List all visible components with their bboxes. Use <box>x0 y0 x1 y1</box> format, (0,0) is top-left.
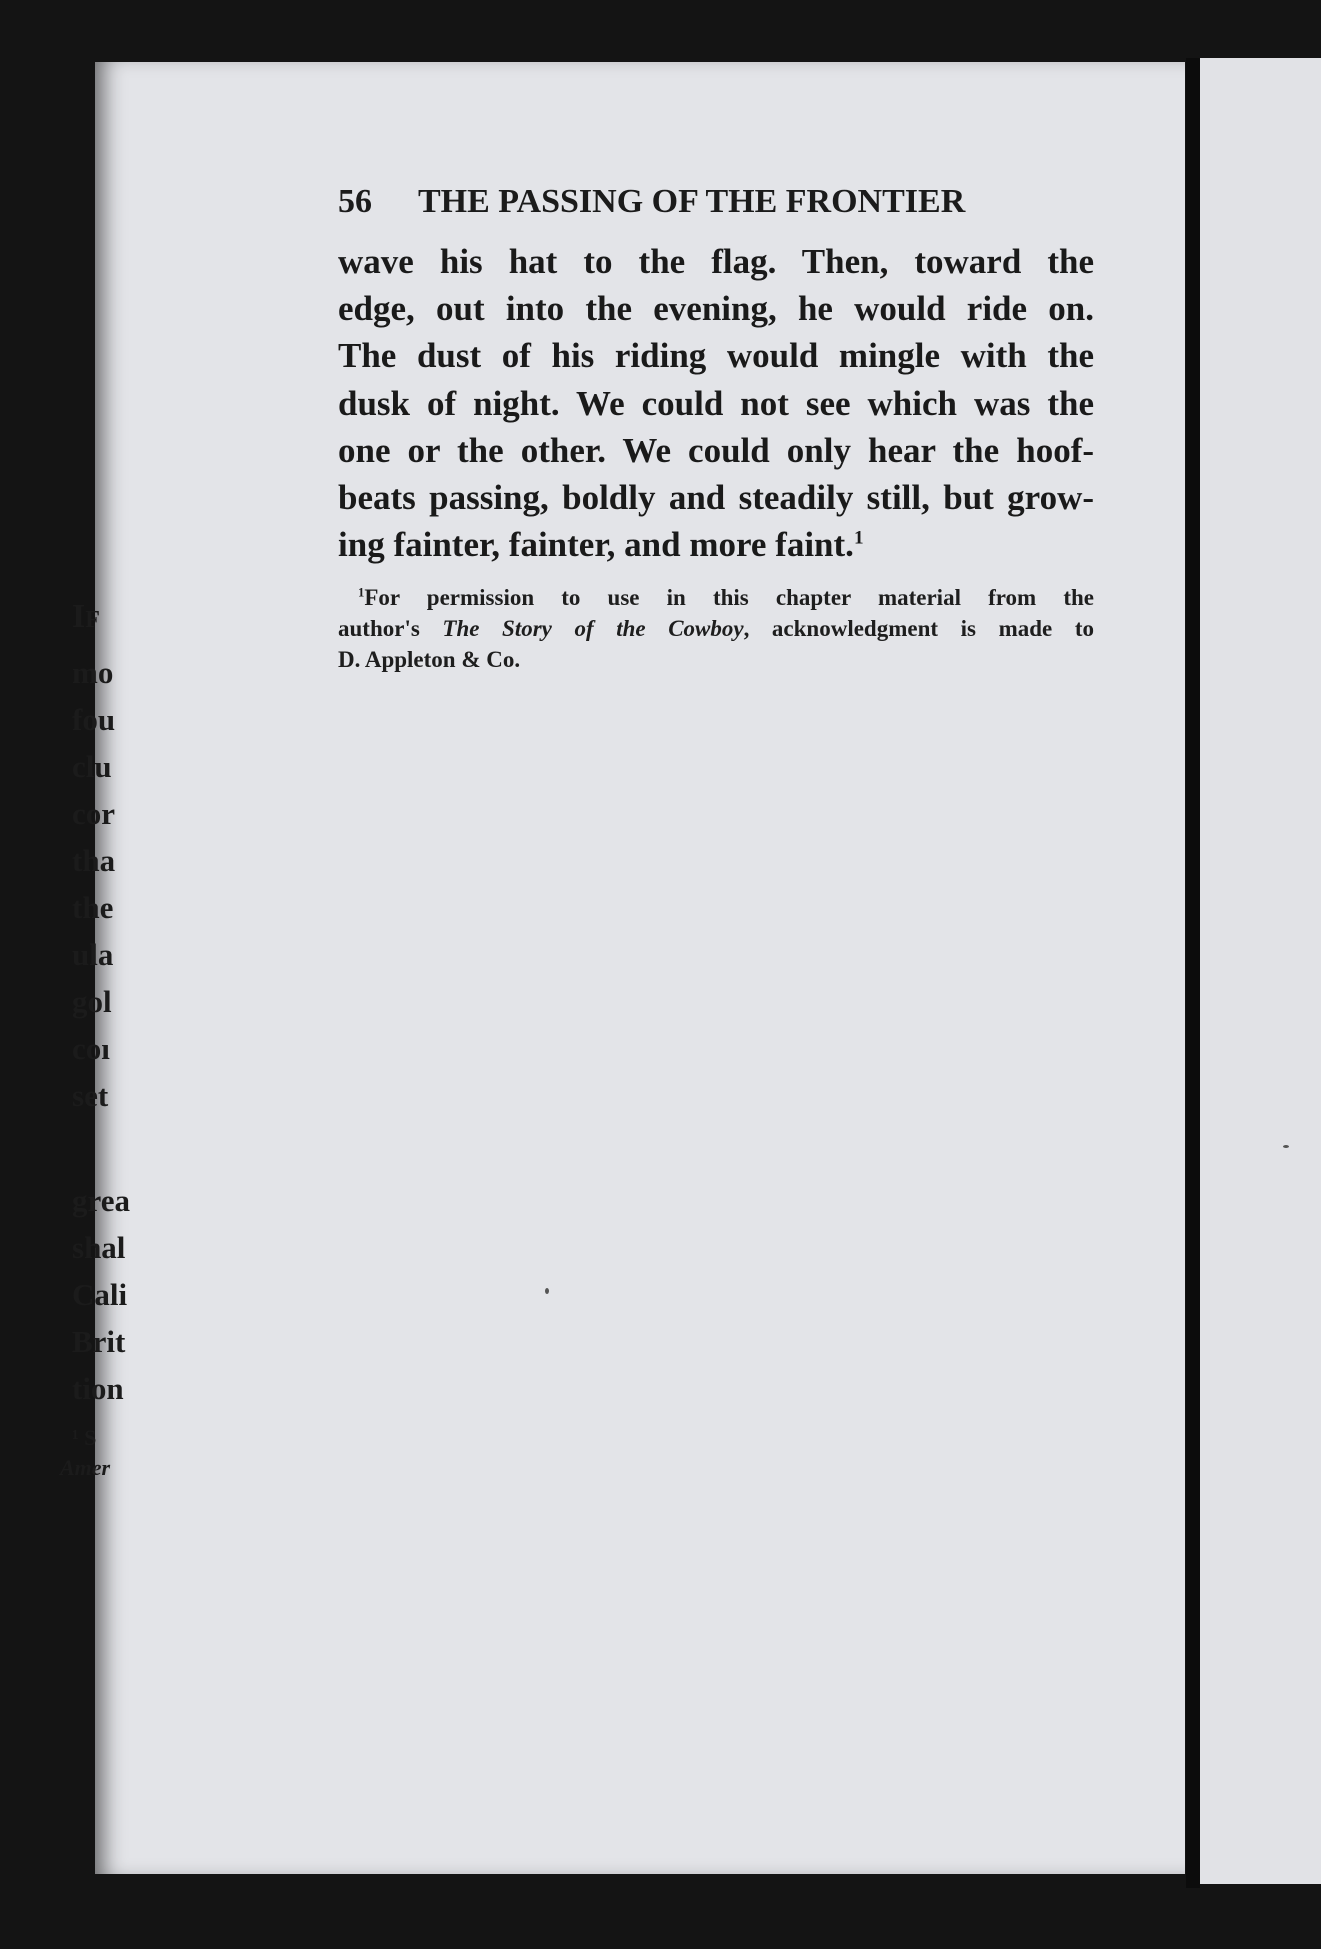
facing-line: tion <box>72 1371 124 1406</box>
footnote-reference: 1 <box>853 527 864 549</box>
facing-line: clu <box>72 749 112 784</box>
running-header <box>338 183 965 221</box>
text-line: dusk of night. We could not see which was the <box>338 383 1094 423</box>
facing-line: coı <box>72 1031 110 1066</box>
text-line-last <box>338 521 1094 568</box>
text-line: one or the other. We could only hear the hoof- <box>338 430 1094 470</box>
facing-line: grea <box>72 1183 130 1218</box>
footnote <box>338 582 1094 675</box>
facing-line: shal <box>72 1230 126 1265</box>
facing-line: Cali <box>72 1277 128 1312</box>
paper-speck <box>1283 1145 1289 1148</box>
right-book-page <box>1200 58 1321 1884</box>
running-title: THE PASSING OF THE FRONTIER <box>418 183 966 220</box>
text-line: wave his hat to the flag. Then, toward the <box>338 242 1094 281</box>
footnote-text: , acknowledgment is made to <box>743 616 1094 641</box>
facing-line: the <box>72 890 114 925</box>
footnote-line <box>338 613 1094 644</box>
footnote-text: For permission to use in this chapter material from the <box>364 585 1094 610</box>
facing-line: fou <box>72 702 116 737</box>
text-line: beats passing, boldly and steadily still, but grow- <box>338 478 1094 518</box>
facing-line: cor <box>72 796 116 831</box>
page-number: 56 <box>338 183 372 220</box>
facing-line: mo <box>72 655 114 690</box>
facing-line: If <box>72 598 100 635</box>
body-paragraph <box>338 238 1094 568</box>
facing-line: ula <box>72 937 114 972</box>
footnote-marker: 1 <box>358 585 365 600</box>
facing-line: Brit <box>72 1324 126 1359</box>
facing-footnote-line: ¹ S <box>72 1425 97 1450</box>
book-binding-gutter <box>1186 58 1200 1888</box>
footnote-line <box>338 582 1094 613</box>
text-line: edge, out into the evening, he would ride on. <box>338 289 1094 329</box>
book-title: The Story of the Cowboy <box>442 616 744 641</box>
paper-speck <box>545 1288 549 1294</box>
facing-footnote-line: Amer <box>60 1455 111 1480</box>
footnote-text: author's <box>338 616 443 641</box>
facing-line: set <box>72 1078 109 1113</box>
text-line-content: ing fainter, fainter, and more faint. <box>338 525 854 565</box>
footnote-line: D. Appleton & Co. <box>338 647 521 672</box>
text-line: The dust of his riding would mingle with the <box>338 336 1094 376</box>
facing-line: tha <box>72 843 116 878</box>
facing-line: gol <box>72 984 112 1019</box>
